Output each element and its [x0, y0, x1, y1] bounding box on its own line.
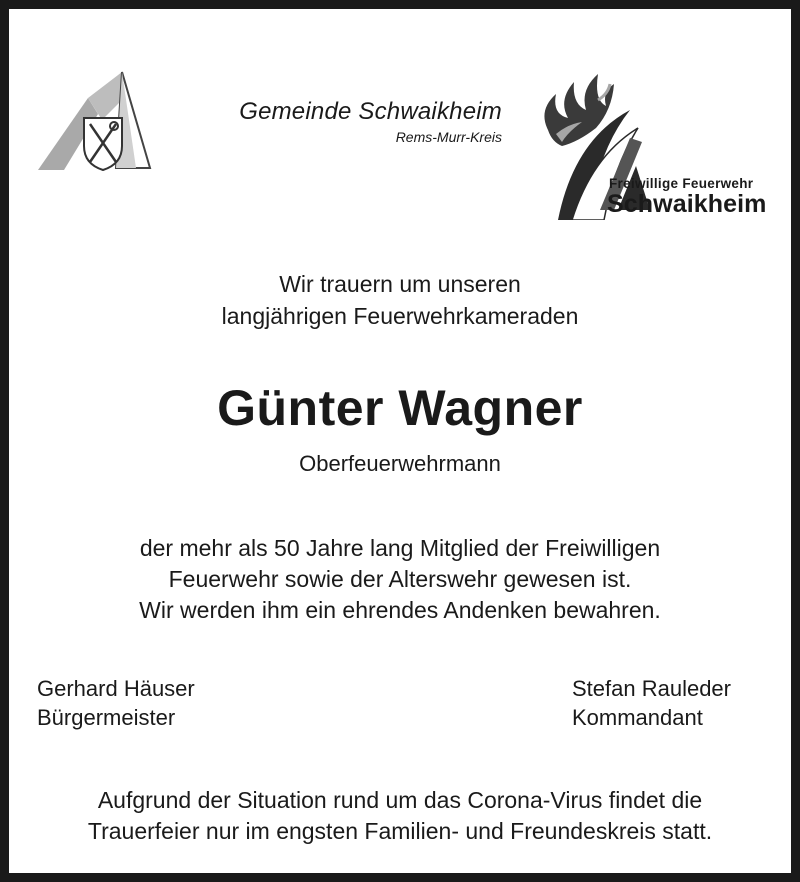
message-text — [0, 533, 800, 626]
footer-line: Aufgrund der Situation rund um das Corona-Virus findet die — [97, 787, 703, 813]
footer-line: Trauerfeier nur im engsten Familien- und Freundeskreis statt. — [87, 818, 713, 844]
fire-department-town: Schwaikheim — [607, 190, 767, 218]
district-name: Rems-Murr-Kreis — [395, 129, 502, 145]
signature-commander — [572, 674, 731, 732]
signature-name: Gerhard Häuser — [37, 676, 195, 701]
message-line: der mehr als 50 Jahre lang Mitglied der Freiwilligen — [139, 535, 661, 561]
signature-mayor — [37, 674, 195, 732]
municipality-coat-of-arms-icon — [36, 68, 154, 174]
message-line: Wir werden ihm ein ehrendes Andenken bewahren. — [139, 597, 661, 623]
footer-note — [0, 785, 800, 847]
signature-title: Bürgermeister — [37, 705, 176, 730]
deceased-rank: Oberfeuerwehrmann — [299, 451, 501, 476]
deceased-name: Günter Wagner — [217, 380, 583, 436]
intro-line: langjährigen Feuerwehrkameraden — [221, 303, 579, 329]
signature-title: Kommandant — [572, 705, 703, 730]
message-line: Feuerwehr sowie der Alterswehr gewesen ist. — [168, 566, 632, 592]
intro-text — [0, 268, 800, 332]
fire-department-label: Freiwillige Feuerwehr — [609, 176, 754, 191]
signature-name: Stefan Rauleder — [572, 676, 731, 701]
municipality-header — [190, 98, 502, 146]
municipality-name: Gemeinde Schwaikheim — [239, 98, 502, 125]
intro-line: Wir trauern um unseren — [279, 271, 521, 297]
